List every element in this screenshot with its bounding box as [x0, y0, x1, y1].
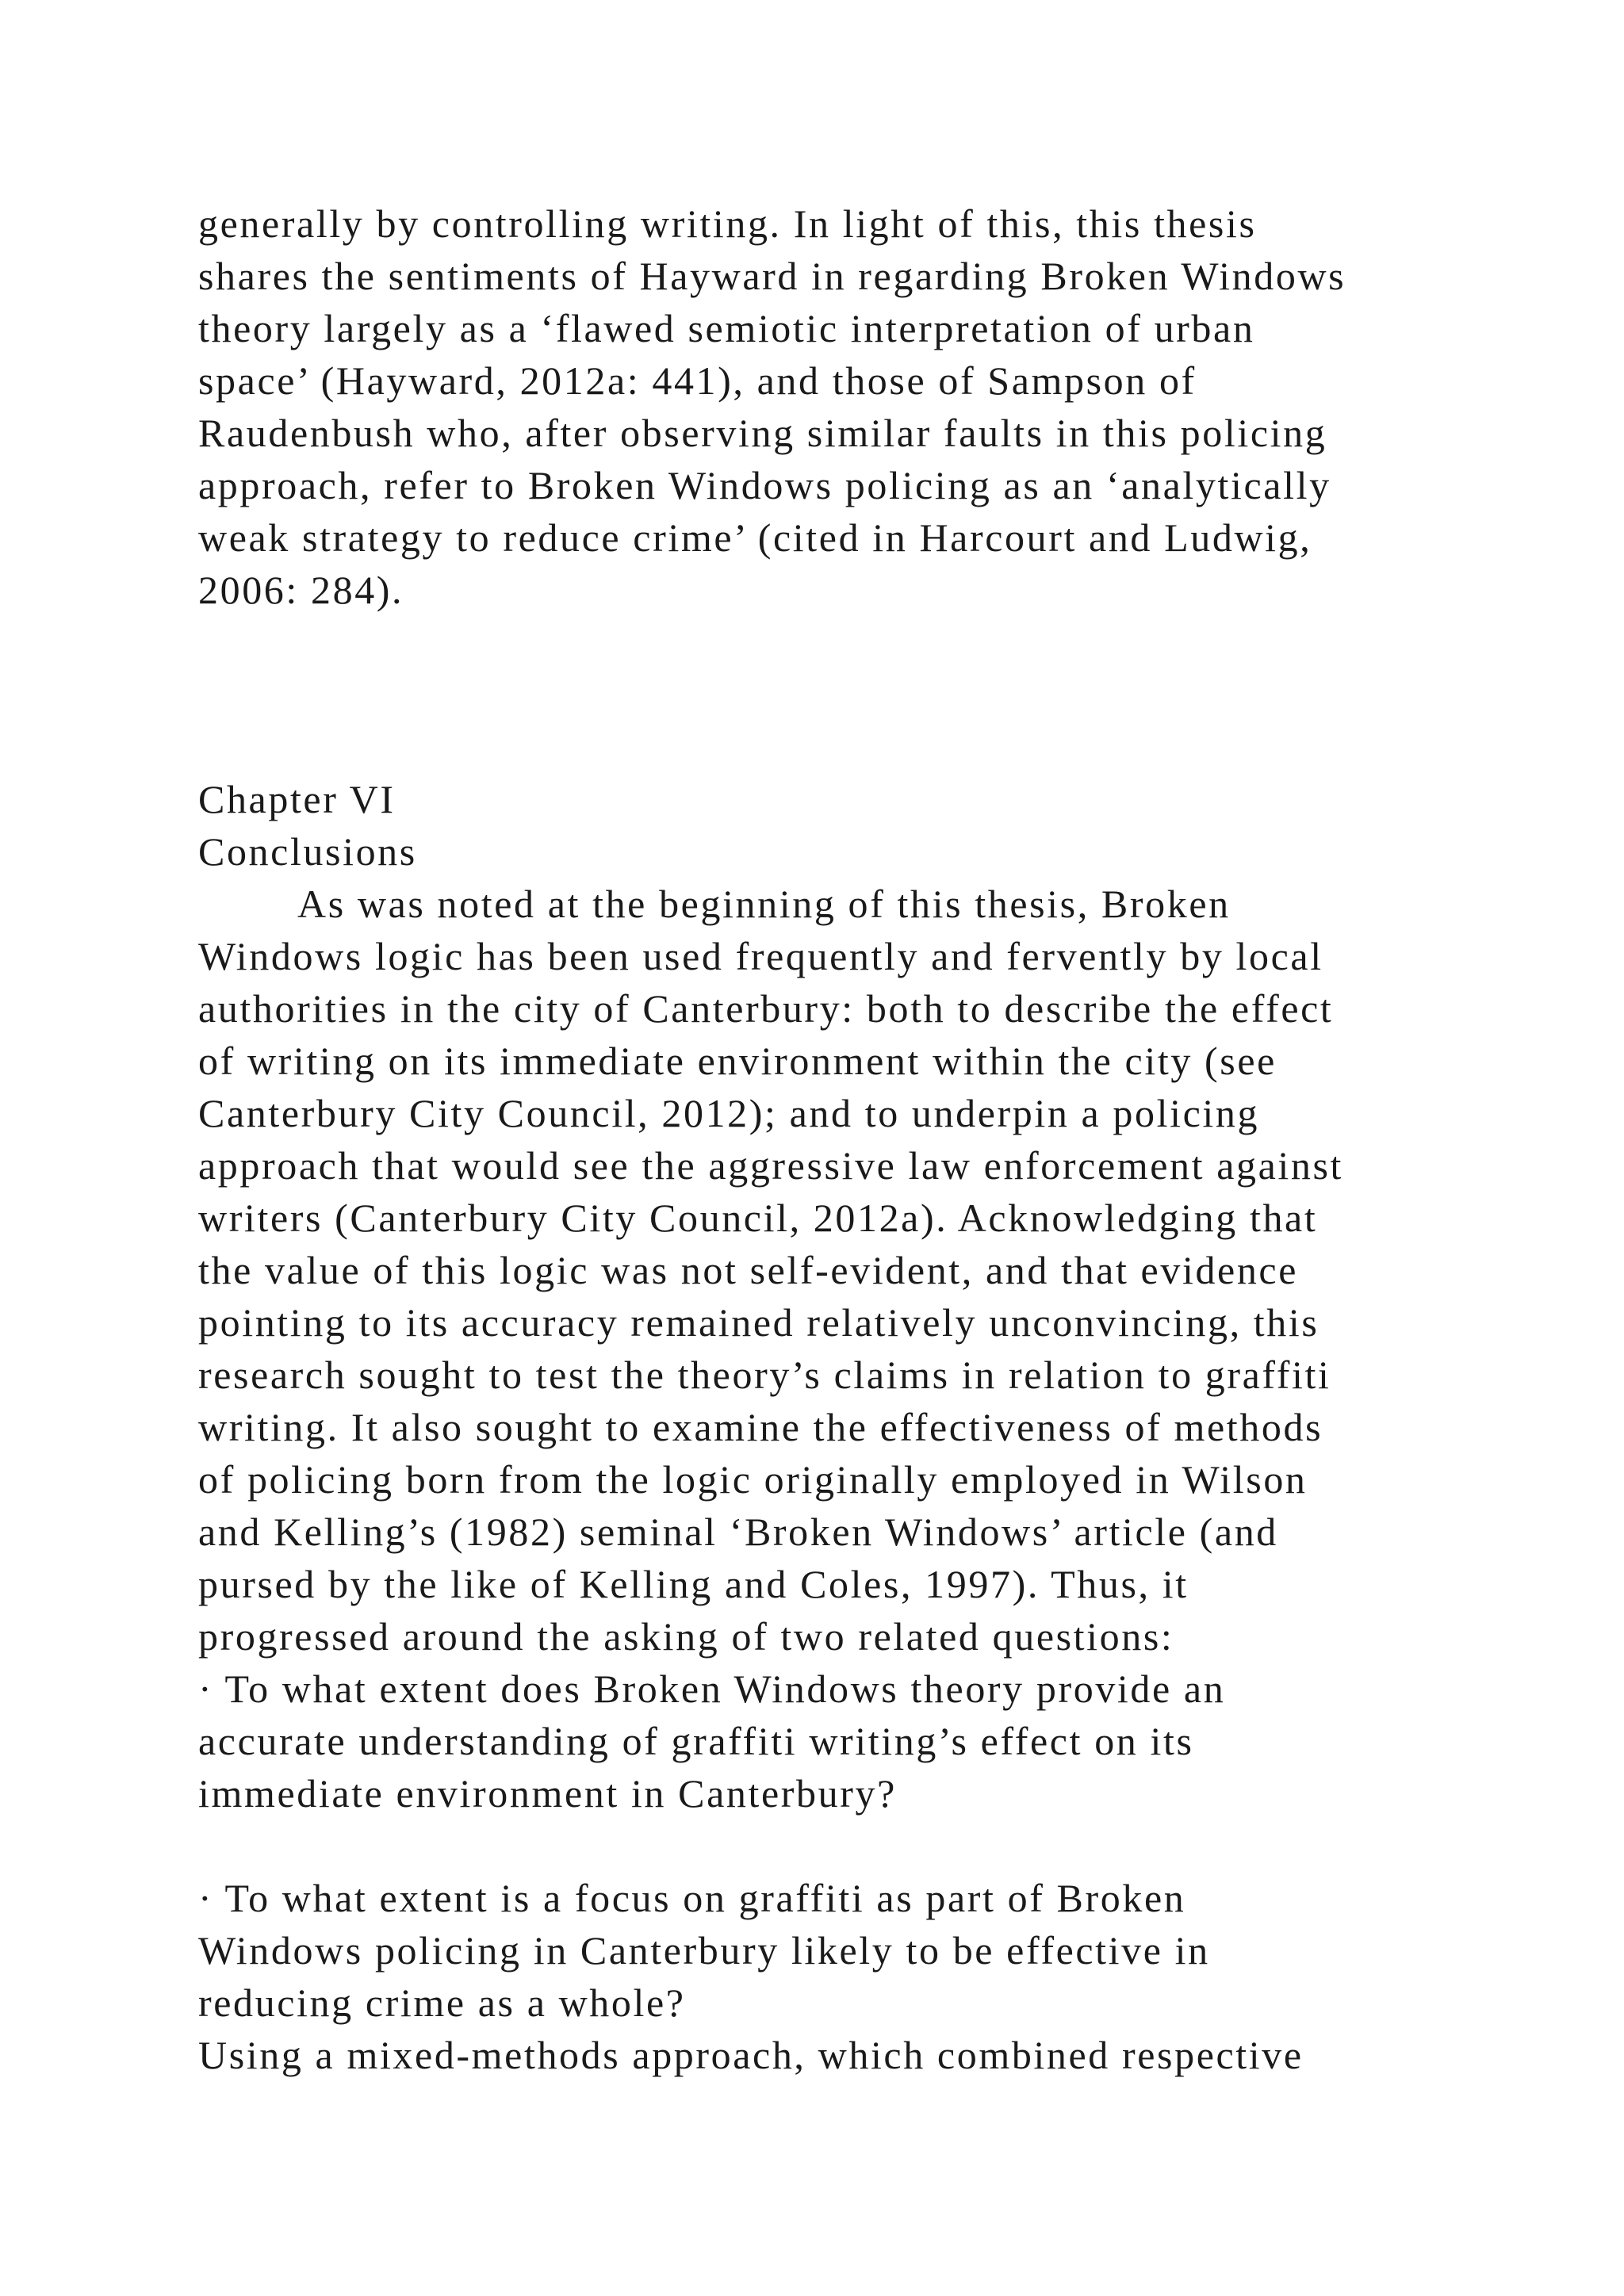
question-1-line: accurate understanding of graffiti writing’s effect on its	[198, 1719, 1194, 1763]
paragraph-line: and Kelling’s (1982) seminal ‘Broken Windows’ article (and	[198, 1510, 1278, 1554]
paragraph-line: pointing to its accuracy remained relatively unconvincing, this	[198, 1300, 1320, 1345]
question-1-line: immediate environment in Canterbury?	[198, 1771, 897, 1816]
paragraph-line: weak strategy to reduce crime’ (cited in Harcourt and Ludwig,	[198, 515, 1312, 560]
paragraph-line: generally by controlling writing. In light of this, this thesis	[198, 201, 1257, 246]
paragraph-line: research sought to test the theory’s claims in relation to graffiti	[198, 1353, 1331, 1397]
paragraph-line: space’ (Hayward, 2012a: 441), and those of Sampson of	[198, 358, 1197, 403]
chapter-number: Chapter VI	[198, 777, 396, 821]
question-2-line: · To what extent is a focus on graffiti as part of Broken	[198, 1876, 1186, 1920]
question-2-line: reducing crime as a whole?	[198, 1980, 686, 2025]
paragraph-line: 2006: 284).	[198, 568, 404, 612]
chapter-title: Conclusions	[198, 829, 417, 874]
paragraph-line: Windows logic has been used frequently and fervently by local	[198, 934, 1323, 978]
paragraph-line: shares the sentiments of Hayward in regarding Broken Windows	[198, 254, 1346, 298]
paragraph-line: theory largely as a ‘flawed semiotic interpretation of urban	[198, 306, 1255, 350]
question-2-line: Windows policing in Canterbury likely to be effective in	[198, 1928, 1210, 1973]
paragraph-line: of policing born from the logic originally employed in Wilson	[198, 1457, 1308, 1502]
paragraph-line: Canterbury City Council, 2012); and to underpin a policing	[198, 1091, 1260, 1135]
paragraph-line: pursed by the like of Kelling and Coles, 1997). Thus, it	[198, 1562, 1189, 1606]
question-1-line: · To what extent does Broken Windows theory provide an	[198, 1667, 1226, 1711]
paragraph-line: progressed around the asking of two related questions:	[198, 1614, 1174, 1659]
closing-line: Using a mixed-methods approach, which combined respective	[198, 2033, 1304, 2077]
paragraph-line: approach that would see the aggressive law enforcement against	[198, 1143, 1344, 1188]
paragraph-line: the value of this logic was not self-evident, and that evidence	[198, 1248, 1299, 1292]
paragraph-line: writers (Canterbury City Council, 2012a). Acknowledging that	[198, 1196, 1318, 1240]
paragraph-line: Raudenbush who, after observing similar faults in this policing	[198, 411, 1327, 455]
paragraph-line: approach, refer to Broken Windows policing as an ‘analytically	[198, 463, 1331, 507]
paragraph-line: As was noted at the beginning of this thesis, Broken	[297, 882, 1231, 926]
paragraph-line: of writing on its immediate environment within the city (see	[198, 1039, 1277, 1083]
paragraph-line: writing. It also sought to examine the effectiveness of methods	[198, 1405, 1323, 1449]
paragraph-line: authorities in the city of Canterbury: both to describe the effect	[198, 986, 1334, 1031]
